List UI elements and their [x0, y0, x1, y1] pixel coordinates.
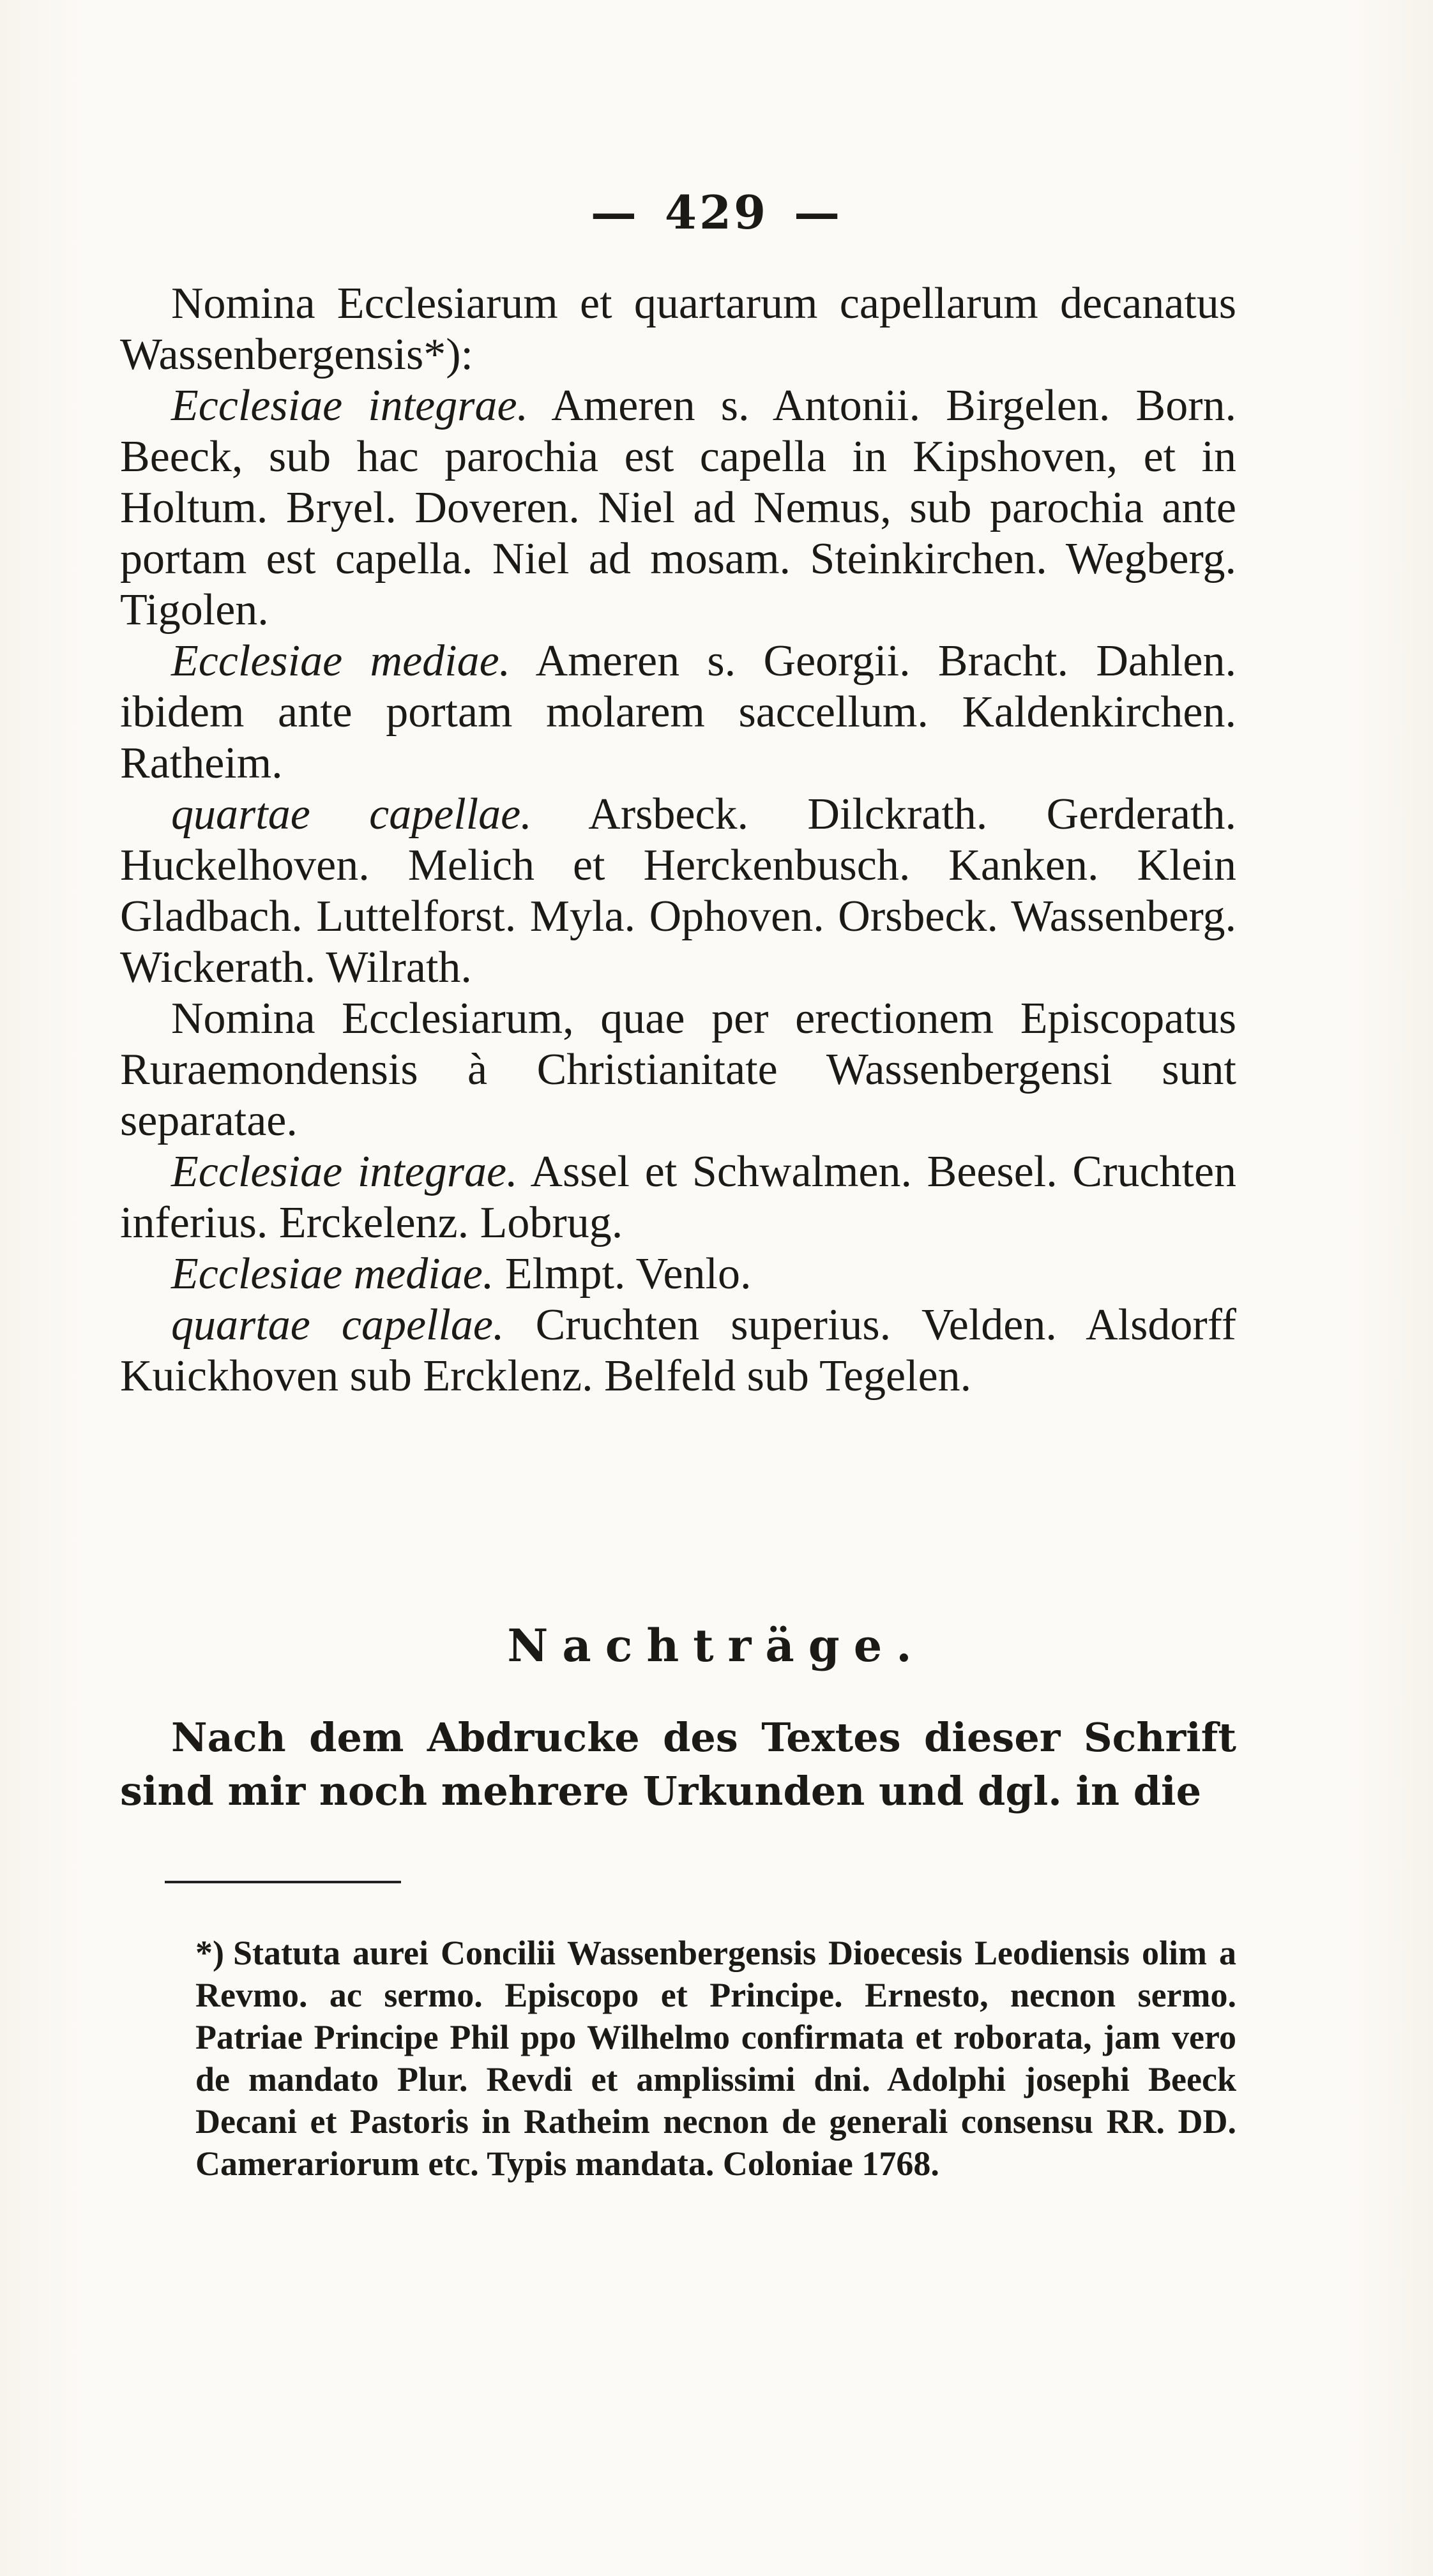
list-ecclesiae-integrae-separatae	[120, 1147, 1236, 1249]
nachtraege-heading: Nachträge.	[507, 1619, 926, 1672]
footnote-marker: *)	[195, 1934, 224, 1972]
nachtraege-text: Nach dem Abdrucke des Textes dieser Schrift sind mir noch mehrere Urkunden und dgl. in die	[120, 1714, 1236, 1814]
list-label: Ecclesiae integrae.	[171, 381, 529, 430]
list-text: Cruchten superius. Velden. Alsdorff Kuickhoven sub Ercklenz. Belfeld sub Tegelen.	[120, 1300, 1236, 1401]
intro-paragraph: Nomina Ecclesiarum et quartarum capellarum decanatus Wassenbergensis*):	[120, 279, 1236, 379]
list-ecclesiae-mediae-separatae	[120, 1249, 1236, 1300]
list-text: Ameren s. Georgii. Bracht. Dahlen. ibidem ante portam molarem saccellum. Kaldenkirchen. Ratheim.	[120, 636, 1236, 788]
second-intro-paragraph: Nomina Ecclesiarum, quae per erectionem Episcopatus Ruraemondensis à Christianitate Wassenbergensi sunt separatae.	[120, 994, 1236, 1145]
list-label: quartae capellae.	[171, 1300, 504, 1350]
list-quartae-capellae-separatae	[120, 1300, 1236, 1402]
page-number-dash-left: —	[590, 185, 639, 239]
main-text	[120, 278, 1236, 1402]
footnote-text: Statuta aurei Concilii Wassenbergensis Dioecesis Leodiensis olim a Revmo. ac sermo. Episcopo et Principe. Ernesto, necnon sermo. Patriae Principe Phil ppo Wilhelmo confirmata et roborata, jam vero de mandato Plur. Revdi et amplissimi dni. Adolphi josephi Beeck Decani et Pastoris in Ratheim necnon de generali consensu RR. DD. Camerariorum etc. Typis mandata. Coloniae 1768.	[195, 1934, 1236, 2183]
list-label: Ecclesiae mediae.	[171, 636, 511, 686]
list-label: quartae capellae.	[171, 790, 532, 839]
nachtraege-paragraph	[120, 1711, 1236, 1818]
page-number	[0, 185, 1433, 239]
page-number-value: 429	[664, 185, 769, 239]
page-number-dash-right: —	[794, 185, 843, 239]
list-ecclesiae-integrae	[120, 380, 1236, 636]
list-label: Ecclesiae mediae.	[171, 1249, 494, 1299]
footnote-divider	[165, 1881, 401, 1883]
list-quartae-capellae	[120, 789, 1236, 993]
list-text: Ameren s. Antonii. Birgelen. Born. Beeck, sub hac parochia est capella in Kipshoven, et in Holtum. Bryel. Doveren. Niel ad Nemus, sub parochia ante portam est capella. Niel ad mosam. Steinkirchen. Wegberg. Tigolen.	[120, 381, 1237, 635]
list-text: Elmpt. Venlo.	[494, 1249, 752, 1299]
list-text: Arsbeck. Dilckrath. Gerderath. Huckelhoven. Melich et Herckenbusch. Kanken. Klein Gladbach. Luttelforst. Myla. Ophoven. Orsbeck. Wassenberg. Wickerath. Wilrath.	[120, 790, 1236, 992]
list-ecclesiae-mediae	[120, 636, 1236, 789]
footnote	[195, 1932, 1236, 2185]
list-text: Assel et Schwalmen. Beesel. Cruchten inferius. Erckelenz. Lobrug.	[120, 1147, 1237, 1247]
list-label: Ecclesiae integrae.	[171, 1147, 518, 1196]
